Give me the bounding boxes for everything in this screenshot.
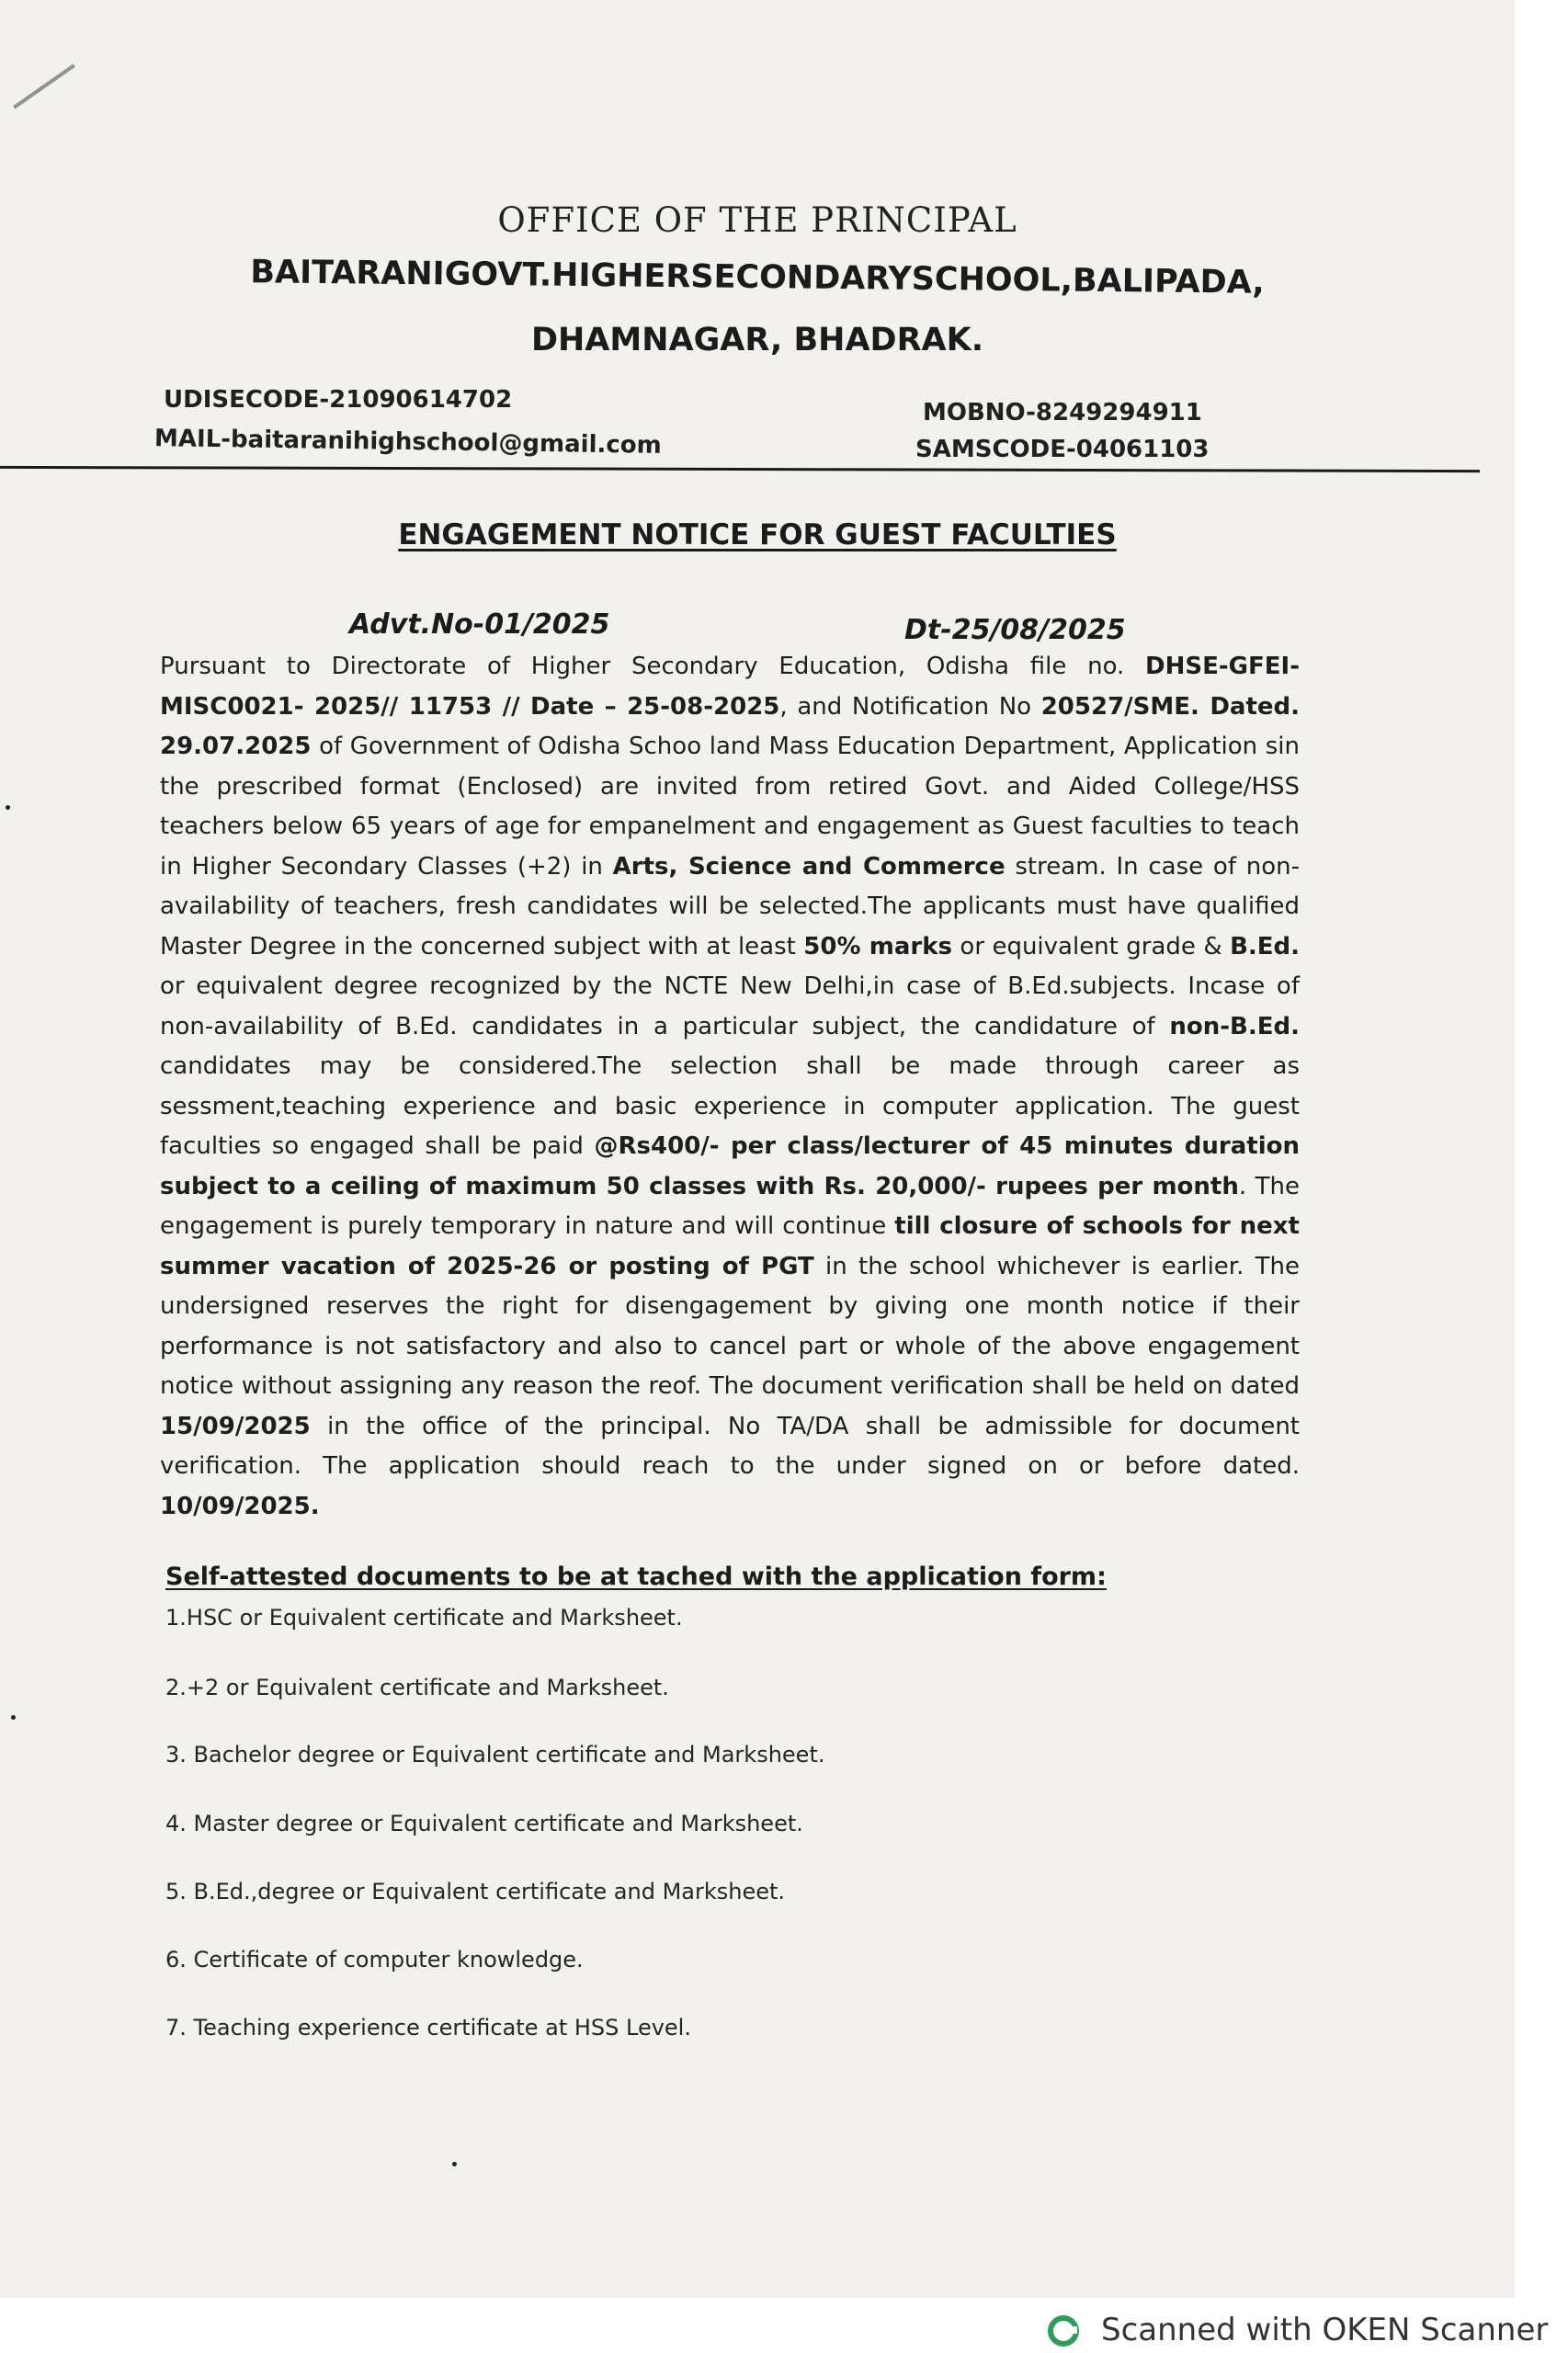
scan-speck: [6, 805, 10, 810]
notice-body-run: or equivalent grade &: [951, 932, 1231, 961]
notice-heading: [0, 518, 1515, 551]
oken-scanner-logo-icon: [1046, 2313, 1079, 2347]
scan-margin: [1515, 0, 1568, 2298]
notice-body: [160, 647, 1300, 1527]
mobile-number: MOBNO-8249294911: [923, 399, 1202, 426]
document-item: 4. Master degree or Equivalent certificate and Marksheet.: [165, 1811, 803, 1836]
school-place: DHAMNAGAR, BHADRAK.: [530, 322, 984, 358]
pen-mark: [13, 63, 75, 108]
documents-heading: Self-attested documents to be at tached with the application form:: [165, 1563, 1107, 1591]
notice-body-bold-run: B.Ed.: [1230, 932, 1301, 961]
notice-body-bold-run: Arts, Science and Commerce: [612, 852, 1006, 881]
notice-body-bold-run: non-B.Ed.: [1169, 1012, 1300, 1040]
document-item: 7. Teaching experience certificate at HSS Level.: [165, 2015, 691, 2040]
notice-body-bold-run: 10/09/2025.: [160, 1492, 320, 1520]
notice-body-bold-run: @Rs400/- per class/lecturer of 45 minutes duration subject to a ceiling of maximum 50 classes with Rs. 20,000/- rupees per month: [160, 1132, 1300, 1200]
notice-body-run: or equivalent degree recognized by the NCTE New Delhi,in case of B.Ed.subjects. Incase of non-availability of B.Ed. candidates in a particular subject, the candidature of: [160, 972, 1300, 1040]
advertisement-number: Advt.No-01/2025: [349, 608, 610, 641]
school-name: BAITARANIGOVT.HIGHERSECONDARYSCHOOL,BALIPADA,: [250, 254, 1265, 301]
notice-heading-text: ENGAGEMENT NOTICE FOR GUEST FACULTIES: [398, 518, 1117, 551]
document-item: 6. Certificate of computer knowledge.: [165, 1947, 584, 1972]
scan-speck: [452, 2162, 457, 2166]
scanner-watermark: [1046, 2313, 1548, 2347]
sams-code: SAMSCODE-04061103: [915, 436, 1210, 463]
notice-body-run: stream. In case of non-availability of teachers, fresh candidates will be selected.The applicants must have qualified Master Degree in the concerned subject with at least: [160, 852, 1300, 961]
udise-code: UDISECODE-21090614702: [164, 386, 513, 414]
notice-body-run: of Government of Odisha Schoo land Mass Education Department, Application sin the prescribed format (Enclosed) are invited from retired Govt. and Aided College/HSS teachers below 65 years of age for empanelment and engagement as Guest faculties to teach in Higher Secondary Classes (+2) in: [160, 733, 1300, 881]
notice-body-run: . The engagement is purely temporary in nature and will continue: [160, 1172, 1300, 1240]
notice-body-run: candidates may be considered.The selection shall be made through career as sessment,teaching experience and basic experience in computer application. The guest faculties so engaged shall be paid: [160, 1052, 1300, 1160]
document-item: 2.+2 or Equivalent certificate and Marksheet.: [165, 1675, 669, 1700]
notice-body-bold-run: DHSE-GFEI-MISC0021- 2025// 11753 // Date – 25-08-2025: [160, 653, 1300, 721]
header-divider: [0, 466, 1480, 472]
document-item: 5. B.Ed.,degree or Equivalent certificate and Marksheet.: [165, 1879, 786, 1904]
scanner-watermark-text: Scanned with OKEN Scanner: [1101, 2312, 1549, 2348]
office-title: OFFICE OF THE PRINCIPAL: [497, 200, 1017, 240]
notice-body-bold-run: till closure of schools for next summer vacation of 2025-26 or posting of PGT: [160, 1212, 1300, 1280]
advertisement-date: Dt-25/08/2025: [904, 614, 1126, 646]
notice-body-bold-run: 20527/SME. Dated. 29.07.2025: [160, 692, 1300, 760]
notice-body-run: Pursuant to Directorate of Higher Secondary Education, Odisha file no.: [160, 653, 1146, 680]
email-address: MAIL-baitaranihighschool@gmail.com: [153, 425, 662, 460]
notice-body-run: , and Notification No: [779, 692, 1041, 721]
scan-speck: [11, 1715, 16, 1720]
notice-body-bold-run: 50% marks: [803, 932, 952, 961]
notice-body-bold-run: 15/09/2025: [160, 1412, 311, 1440]
document-item: 3. Bachelor degree or Equivalent certificate and Marksheet.: [165, 1742, 825, 1768]
notice-body-run: in the office of the principal. No TA/DA shall be admissible for document verification. The application should reach to the under signed on or before dated.: [160, 1412, 1300, 1480]
document-item: 1.HSC or Equivalent certificate and Marksheet.: [165, 1605, 683, 1631]
notice-body-run: in the school whichever is earlier. The undersigned reserves the right for disengagement by giving one month notice if their performance is not satisfactory and also to cancel part or whole of the above engagement notice without assigning any reason the reof. The document verification shall be held on dated: [160, 1252, 1300, 1400]
